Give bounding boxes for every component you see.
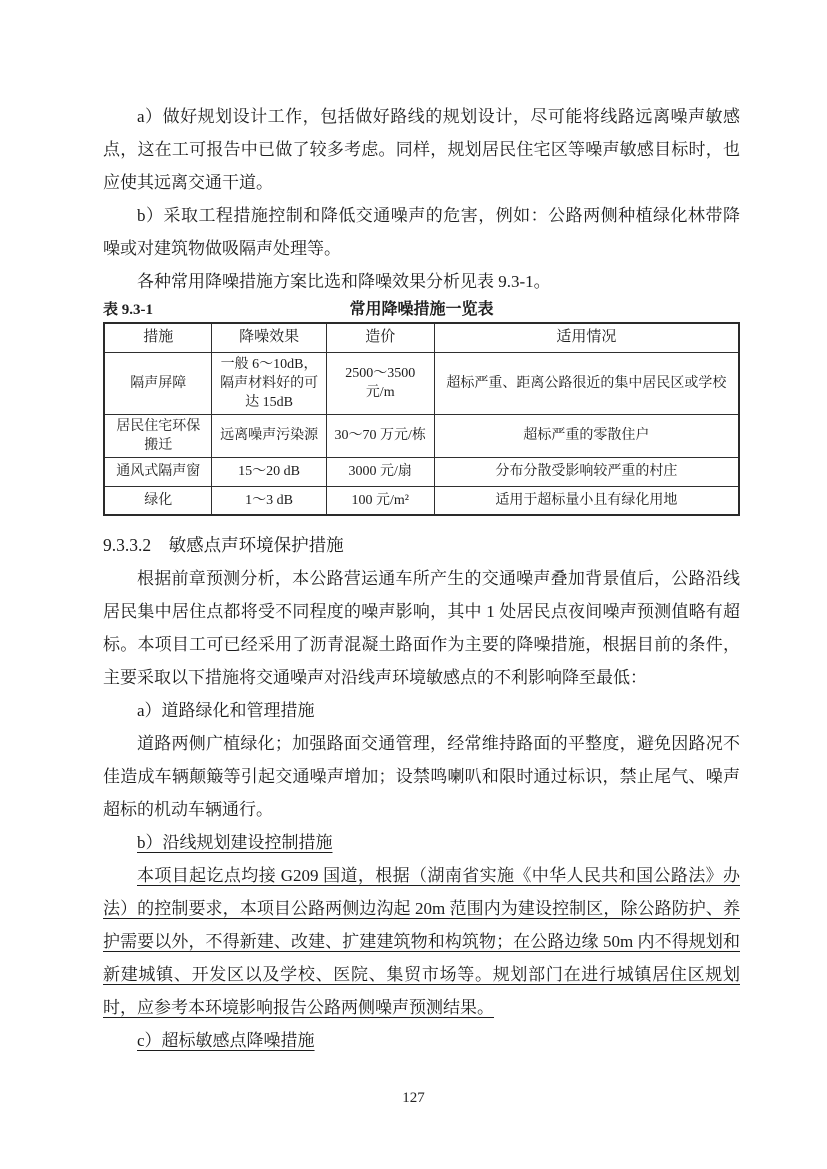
- table-label: 表 9.3-1: [103, 302, 153, 318]
- table-cell: 2500～3500 元/m: [326, 352, 434, 414]
- item-exceedance-measures-heading: c）超标敏感点降噪措施: [137, 1031, 315, 1050]
- table-cell: 30～70 万元/栋: [326, 414, 434, 457]
- header-cell-effect: 降噪效果: [212, 323, 326, 352]
- section-heading: 9.3.3.2 敏感点声环境保护措施: [103, 535, 344, 555]
- table-row: [104, 486, 739, 515]
- paragraph-planning-control: 本项目起讫点均接 G209 国道，根据（湖南省实施《中华人民共和国公路法》办法）的控制要求，本项目公路两侧边沟起 20m 范围内为建设控制区，除公路防护、养护需要以外，不得新建、改建、扩建建筑物和构筑物；在公路边缘 50m 内不得规划和新建城镇、开发区以及学校、医院、集贸市场等。规划部门在进行城镇居住区规划时，应参考本环境影响报告公路两侧噪声预测结果。: [103, 866, 740, 1017]
- noise-measures-table: [103, 322, 740, 516]
- table-row: [104, 457, 739, 486]
- paragraph-table-intro: 各种常用降噪措施方案比选和降噪效果分析见表 9.3-1。: [137, 272, 551, 291]
- table-cell: 3000 元/扇: [326, 457, 434, 486]
- item-planning-control-heading: b）沿线规划建设控制措施: [137, 833, 333, 852]
- table-cell: 分布分散受影响较严重的村庄: [434, 457, 739, 486]
- header-cell-cost: 造价: [326, 323, 434, 352]
- item-road-greening-heading: a）道路绿化和管理措施: [137, 701, 315, 720]
- table-cell: 超标严重的零散住户: [434, 414, 739, 457]
- table-cell: 居民住宅环保搬迁: [104, 414, 212, 457]
- table-cell: 1～3 dB: [212, 486, 326, 515]
- paragraph-prediction-analysis: 根据前章预测分析，本公路营运通车所产生的交通噪声叠加背景值后，公路沿线居民集中居住点都将受不同程度的噪声影响，其中 1 处居民点夜间噪声预测值略有超标。本项目工可已经采用了沥青混凝土路面作为主要的降噪措施，根据目前的条件，主要采取以下措施将交通噪声对沿线声环境敏感点的不利影响降至最低：: [103, 569, 740, 687]
- table-row: [104, 414, 739, 457]
- table-row: [104, 352, 739, 414]
- table-caption: [103, 298, 740, 322]
- table-cell: 通风式隔声窗: [104, 457, 212, 486]
- table-cell: 100 元/m²: [326, 486, 434, 515]
- paragraph-engineering-measures: b）采取工程措施控制和降低交通噪声的危害，例如：公路两侧种植绿化林带降噪或对建筑物做吸隔声处理等。: [103, 206, 740, 258]
- header-cell-applicability: 适用情况: [434, 323, 739, 352]
- page-number: 127: [402, 1090, 425, 1106]
- paragraph-road-greening: 道路两侧广植绿化；加强路面交通管理，经常维持路面的平整度，避免因路况不佳造成车辆颠簸等引起交通噪声增加；设禁鸣喇叭和限时通过标识，禁止尾气、噪声超标的机动车辆通行。: [103, 734, 740, 819]
- table-cell: 15～20 dB: [212, 457, 326, 486]
- table-cell: 隔声屏障: [104, 352, 212, 414]
- header-cell-measure: 措施: [104, 323, 212, 352]
- table-cell: 一般 6～10dB，隔声材料好的可达 15dB: [212, 352, 326, 414]
- paragraph-planning-design: a）做好规划设计工作，包括做好路线的规划设计，尽可能将线路远离噪声敏感点，这在工可报告中已做了较多考虑。同样，规划居民住宅区等噪声敏感目标时，也应使其远离交通干道。: [103, 107, 740, 192]
- table-cell: 远离噪声污染源: [212, 414, 326, 457]
- table-cell: 绿化: [104, 486, 212, 515]
- table-title: 常用降噪措施一览表: [349, 301, 494, 318]
- table-cell: 适用于超标量小且有绿化用地: [434, 486, 739, 515]
- table-cell: 超标严重、距离公路很近的集中居民区或学校: [434, 352, 739, 414]
- table-header-row: [104, 323, 739, 352]
